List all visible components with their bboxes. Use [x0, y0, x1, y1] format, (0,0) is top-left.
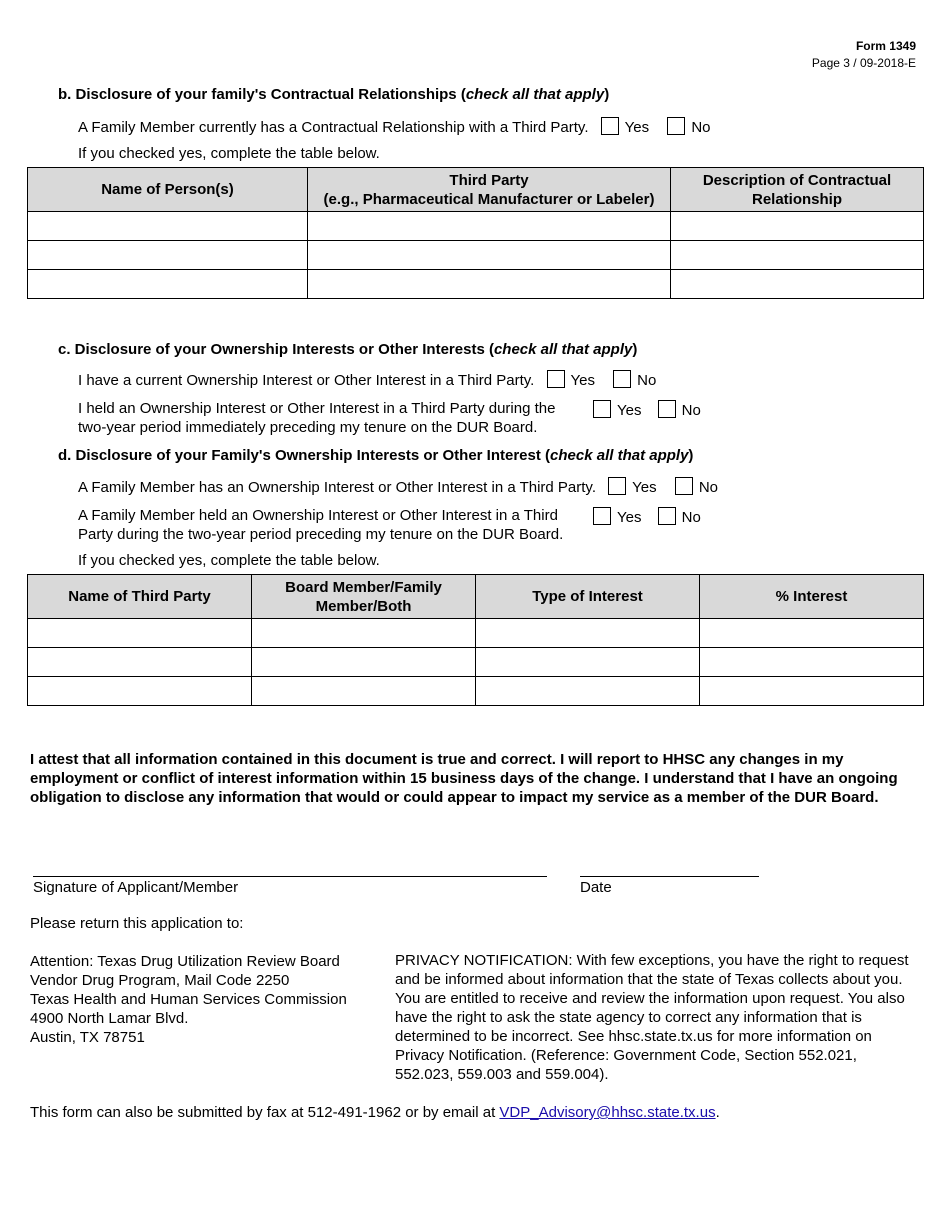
- table-cell[interactable]: [28, 648, 252, 677]
- table-row: [28, 677, 924, 706]
- attestation-statement: I attest that all information contained in this document is true and correct. I will report to HHSC any changes in my employment or conflict of interest information within 15 business days of the change. I understand that I have an ongoing obligation to disclose any information that would or could appear to impact my service as a member of the DUR Board.: [30, 751, 898, 806]
- table-cell[interactable]: [700, 619, 924, 648]
- date-line[interactable]: [580, 876, 759, 877]
- table-row: [28, 212, 924, 241]
- section-b-question: A Family Member currently has a Contractual Relationship with a Third Party. Yes No: [78, 119, 711, 136]
- table-row: [28, 270, 924, 299]
- section-d-question-1: A Family Member has an Ownership Interest or Other Interest in a Third Party. Yes No: [78, 479, 718, 496]
- section-c-question-2: I held an Ownership Interest or Other Interest in a Third Party during the two-year period immediately preceding my tenure on the DUR Board.: [78, 400, 556, 436]
- table-row: [28, 241, 924, 270]
- signature-label: Signature of Applicant/Member: [33, 879, 239, 896]
- section-d-q1-no-checkbox[interactable]: [675, 477, 693, 495]
- col-header-board-member: Board Member/Family Member/Both: [252, 575, 476, 619]
- table-cell[interactable]: [28, 212, 308, 241]
- table-cell[interactable]: [28, 241, 308, 270]
- table-cell[interactable]: [28, 619, 252, 648]
- table-cell[interactable]: [308, 212, 671, 241]
- col-header-name-of-third-party: Name of Third Party: [28, 575, 252, 619]
- table-cell[interactable]: [252, 619, 476, 648]
- date-label: Date: [580, 879, 612, 896]
- col-header-type-of-interest: Type of Interest: [476, 575, 700, 619]
- table-row: [28, 648, 924, 677]
- table-cell[interactable]: [476, 619, 700, 648]
- table-row: [28, 619, 924, 648]
- privacy-notification: PRIVACY NOTIFICATION: With few exceptions, you have the right to request and be informed about information that the state of Texas collects about you. You are entitled to receive and review the information upon request. You also have the right to ask the state agency to correct any information that is determined to be incorrect. See hhsc.state.tx.us for more information on Privacy Notification. (Reference: Government Code, Section 552.021, 552.023, 559.003 and 559.004).: [395, 952, 909, 1083]
- col-header-percent-interest: % Interest: [700, 575, 924, 619]
- section-d-q1-yes-checkbox[interactable]: [608, 477, 626, 495]
- table-cell[interactable]: [308, 270, 671, 299]
- return-intro: Please return this application to:: [30, 915, 244, 932]
- col-header-description: Description of Contractual Relationship: [671, 168, 924, 212]
- submission-note: This form can also be submitted by fax at 512-491-1962 or by email at VDP_Advisory@hhsc.state.tx.us.: [30, 1104, 720, 1121]
- table-cell[interactable]: [308, 241, 671, 270]
- section-c-q1-yes-checkbox[interactable]: [547, 370, 565, 388]
- section-d-question-2: A Family Member held an Ownership Interest or Other Interest in a Third Party during the two-year period preceding my tenure on the DUR Board.: [78, 507, 564, 543]
- ownership-interest-table: [27, 574, 924, 706]
- section-c-title: c. Disclosure of your Ownership Interests or Other Interests (check all that apply): [58, 341, 638, 358]
- page-info: Page 3 / 09-2018-E: [811, 56, 916, 70]
- form-number: Form 1349: [855, 39, 916, 53]
- table-cell[interactable]: [252, 677, 476, 706]
- table-cell[interactable]: [476, 648, 700, 677]
- section-c-q2-yes-checkbox[interactable]: [593, 400, 611, 418]
- contractual-relationship-table: [27, 167, 924, 299]
- col-header-name-of-persons: Name of Person(s): [28, 168, 308, 212]
- section-d-q2-yes-checkbox[interactable]: [593, 507, 611, 525]
- section-b-no-checkbox[interactable]: [667, 117, 685, 135]
- table-cell[interactable]: [28, 677, 252, 706]
- table-cell[interactable]: [671, 241, 924, 270]
- section-c-q1-no-checkbox[interactable]: [613, 370, 631, 388]
- table-cell[interactable]: [252, 648, 476, 677]
- section-d-instruction: If you checked yes, complete the table below.: [78, 552, 380, 569]
- table-cell[interactable]: [28, 270, 308, 299]
- section-b-title: b. Disclosure of your family's Contractual Relationships (check all that apply): [58, 86, 610, 103]
- table-cell[interactable]: [671, 270, 924, 299]
- email-link[interactable]: VDP_Advisory@hhsc.state.tx.us: [499, 1104, 716, 1121]
- section-d-q2-no-checkbox[interactable]: [658, 507, 676, 525]
- table-cell[interactable]: [671, 212, 924, 241]
- section-c-question-1: I have a current Ownership Interest or Other Interest in a Third Party. Yes No: [78, 372, 657, 389]
- table-cell[interactable]: [476, 677, 700, 706]
- col-header-third-party: Third Party (e.g., Pharmaceutical Manufacturer or Labeler): [308, 168, 671, 212]
- section-c-q2-options: Yes No: [593, 400, 701, 419]
- section-d-q2-options: Yes No: [593, 507, 701, 526]
- return-address: Attention: Texas Drug Utilization Review Board Vendor Drug Program, Mail Code 2250 Texas Health and Human Services Commission 4900 North Lamar Blvd. Austin, TX 78751: [30, 953, 347, 1046]
- section-b-yes-checkbox[interactable]: [601, 117, 619, 135]
- signature-line[interactable]: [33, 876, 547, 877]
- table-cell[interactable]: [700, 648, 924, 677]
- section-b-instruction: If you checked yes, complete the table below.: [78, 145, 380, 162]
- table-cell[interactable]: [700, 677, 924, 706]
- section-c-q2-no-checkbox[interactable]: [658, 400, 676, 418]
- section-d-title: d. Disclosure of your Family's Ownership Interests or Other Interest (check all that apply): [58, 447, 694, 464]
